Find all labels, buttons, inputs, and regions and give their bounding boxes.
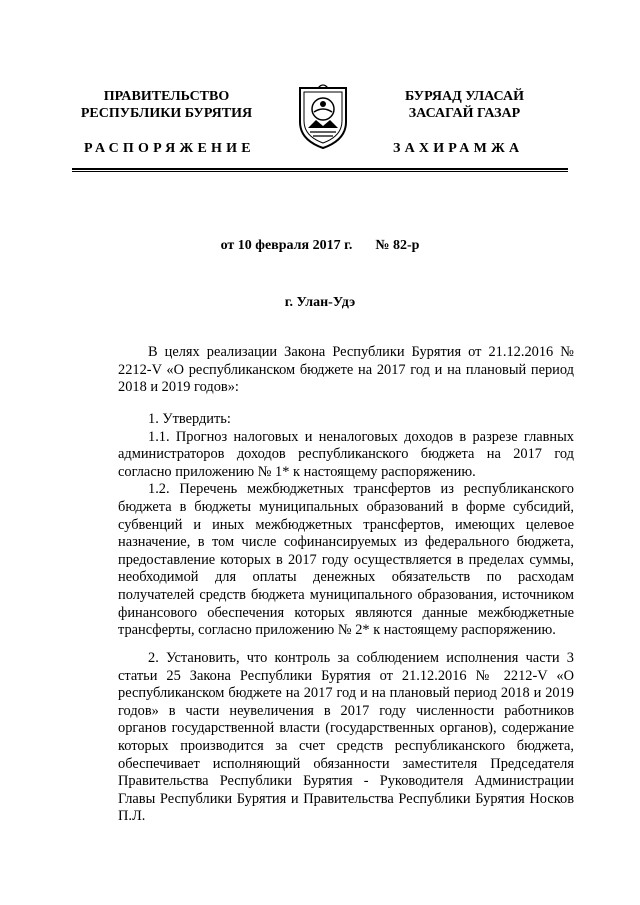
item-1-text: 1. Утвердить: — [148, 411, 231, 427]
intro-paragraph — [118, 344, 574, 397]
document-kind-ru: РАСПОРЯЖЕНИЕ — [84, 141, 255, 156]
document-date: от 10 февраля 2017 г. — [220, 238, 353, 253]
document-number: № 82-р — [375, 238, 420, 253]
item-1-1-text: 1.1. Прогноз налоговых и неналоговых доходов в разрезе главных администраторов доходов республиканского бюджета на 2017 год согласно приложению № 1* к настоящему распоряжению. — [118, 428, 574, 480]
header-right — [362, 88, 567, 122]
org-name-bua-line1: БУРЯАД УЛАСАЙ — [405, 89, 524, 104]
item-1-2-text: 1.2. Перечень межбюджетных трансфертов из республиканского бюджета в бюджеты муниципальных образований в форме субсидий, субвенций и иных межбюджетных трансфертов, имеющих целевое назначение, в том числе софинансируемых из федерального бюджета, предоставление которых в 2017 году осуществляется в пределах суммы, необходимой для оплаты денежных обязательств по расходам получателей средств бюджета муниципального образования, источником финансового обеспечения которых являются данные межбюджетные трансферты, согласно приложению № 2* к настоящему распоряжению. — [118, 481, 574, 639]
coat-of-arms-icon — [296, 82, 350, 150]
org-name-ru-line1: ПРАВИТЕЛЬСТВО — [103, 89, 230, 104]
item-1-block — [118, 411, 574, 640]
item-2-text: 2. Установить, что контроль за соблюдением исполнения части 3 статьи 25 Закона Республики Бурятия от 21.12.2016 № 2212-V «О республиканском бюджете на 2017 год и на плановый период 2018 и 2019 годов» в части неувеличения в 2017 году численности работников органов государственной власти (государственных органов), содержание которых производится за счет средств республиканского бюджета, обеспечивает исполняющий обязанности заместителя Председателя Правительства Республики Бурятия - Руководителя Администрации Главы Республики Бурятия и Правительства Республики Бурятия Носков П.Л. — [118, 650, 574, 825]
header-left — [54, 88, 279, 122]
intro-text: В целях реализации Закона Республики Бурятия от 21.12.2016 № 2212-V «О республиканском бюджете на 2017 год и на плановый период 2018 и 2019 годов»: — [118, 344, 574, 396]
document-kind-bua: ЗАХИРАМЖА — [393, 141, 524, 156]
org-name-ru-line2: РЕСПУБЛИКИ БУРЯТИЯ — [80, 106, 253, 121]
org-name-bua-line2: ЗАСАГАЙ ГАЗАР — [408, 106, 521, 121]
header-divider — [72, 168, 568, 170]
document-city: г. Улан-Удэ — [284, 295, 356, 310]
header-divider-thin — [72, 171, 568, 172]
date-number-line — [0, 238, 640, 254]
item-2-block — [118, 650, 574, 826]
